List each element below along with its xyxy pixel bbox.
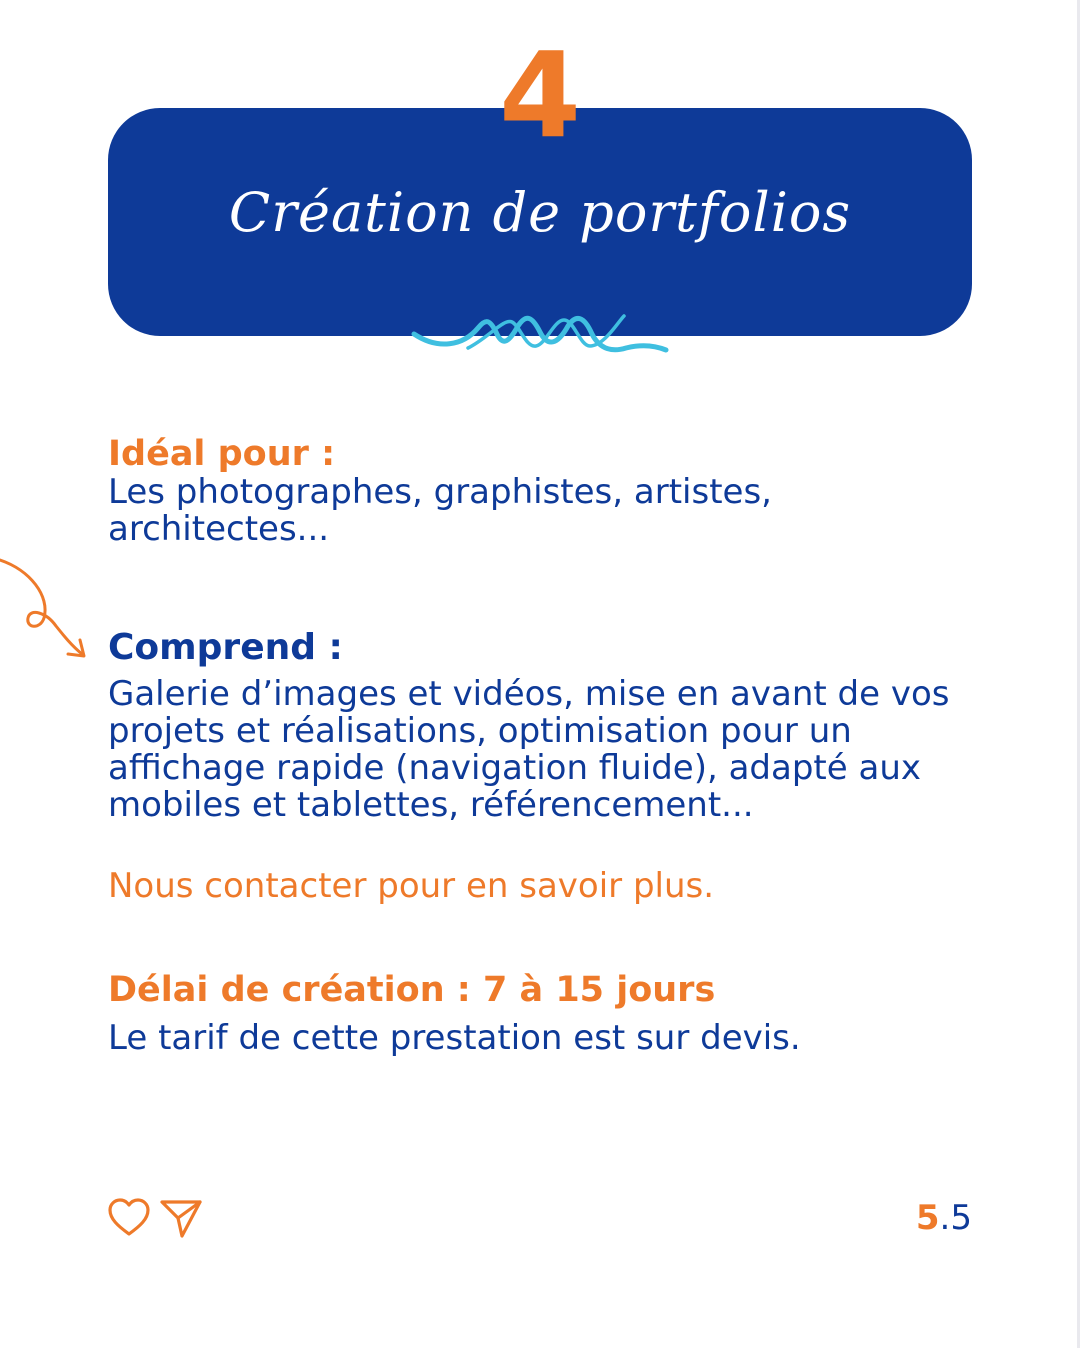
heart-icon[interactable] [106,1196,152,1240]
tarif-text: Le tarif de cette prestation est sur devis. [108,1018,801,1058]
comprend-text: Galerie d’images et vidéos, mise en avant de vos projets et réalisations, optimisation pour un affichage rapide (navigation fluide), adapté aux mobiles et tablettes, référencement... [108,674,950,825]
ideal-text: Les photographes, graphistes, artistes, architectes... [108,472,772,549]
header-title: Création de portfolios [228,181,852,244]
contact-text[interactable]: Nous contacter pour en savoir plus. [108,866,715,906]
comprend-label: Comprend : [108,627,343,668]
ideal-label: Idéal pour : [108,434,336,474]
step-number: 4 [498,26,582,164]
send-icon[interactable] [158,1196,204,1240]
page-indicator [916,1196,972,1240]
wave-decoration-icon [408,308,672,364]
ideal-section [108,434,988,548]
page-current: 5 [915,1198,940,1238]
page-separator: . [939,1198,951,1238]
page-total: 5 [950,1198,972,1238]
footer-actions [106,1196,204,1240]
delai-label: Délai de création : 7 à 15 jours [108,970,716,1010]
delai-section [108,970,988,1057]
contact-section [108,866,988,906]
curved-arrow-icon [0,556,92,664]
comprend-section [108,628,988,824]
